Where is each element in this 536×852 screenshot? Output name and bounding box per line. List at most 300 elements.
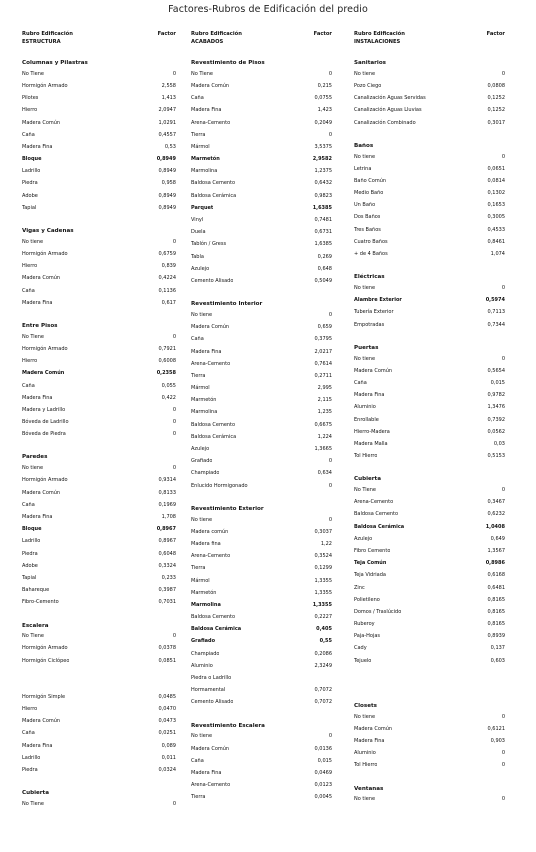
- factor-row: [354, 68, 505, 80]
- factor-section: [22, 228, 176, 309]
- factor-label: Letrina: [354, 165, 372, 172]
- section-title: Revestimiento Interior: [191, 301, 263, 308]
- factor-row: [354, 521, 505, 533]
- factor-row: [22, 104, 176, 116]
- section-title: Escalera: [22, 622, 49, 629]
- factor-row: [354, 759, 505, 771]
- factor-row: [354, 594, 505, 606]
- factor-value: 1,3355: [314, 577, 332, 584]
- factor-value: 0,215: [317, 82, 332, 89]
- factor-value: 0,3987: [158, 587, 176, 594]
- factor-row: [22, 428, 176, 440]
- factor-row: [354, 187, 505, 199]
- factor-row: [354, 163, 505, 175]
- factor-row: [191, 309, 332, 321]
- factor-row: [22, 703, 176, 715]
- factor-value: 0,8967: [158, 538, 176, 545]
- factor-section: [191, 723, 332, 804]
- factor-row: [354, 389, 505, 401]
- factor-label: Ladrillo: [22, 168, 41, 175]
- factor-label: No tiene: [354, 70, 376, 77]
- factor-label: Baldosa Cerámica: [354, 523, 405, 530]
- factor-value: 0: [328, 733, 332, 740]
- factor-value: 0,8949: [156, 156, 176, 163]
- factor-label: Canalización Aguas Servidas: [354, 95, 426, 102]
- factor-value: 0,5654: [487, 367, 505, 374]
- factor-value: 0,1969: [158, 501, 176, 508]
- factor-row: [191, 92, 332, 104]
- factor-label: Caña: [22, 501, 35, 508]
- factor-row: [354, 306, 505, 318]
- factor-value: 0,8165: [487, 596, 505, 603]
- factor-label: Caña: [22, 382, 35, 389]
- factor-row: [22, 80, 176, 92]
- factor-value: 0,8967: [156, 526, 176, 533]
- factor-row: [191, 526, 332, 538]
- factor-section: [354, 345, 505, 462]
- factor-value: 0,7344: [487, 321, 505, 328]
- factor-value: 0,011: [161, 754, 176, 761]
- factor-row: [191, 443, 332, 455]
- factor-value: 0,015: [317, 757, 332, 764]
- factor-label: Pilotes: [22, 95, 39, 102]
- factor-row: [22, 572, 176, 584]
- factor-row: [191, 514, 332, 526]
- factor-label: Hormigón Simple: [22, 693, 66, 700]
- factor-value: 0,0378: [158, 645, 176, 652]
- factor-label: Paja-Hojas: [354, 633, 380, 640]
- factor-row: [191, 755, 332, 767]
- factor-row: [354, 377, 505, 389]
- section-title: Closets: [354, 702, 377, 709]
- factor-value: 0,4224: [158, 275, 176, 282]
- section-title: Vigas y Cadenas: [22, 228, 74, 235]
- factor-row: [22, 487, 176, 499]
- factor-label: Fibro-Cemento: [22, 599, 59, 606]
- factor-label: Parquet: [191, 204, 214, 211]
- factor-label: No tiene: [22, 465, 44, 472]
- factor-label: Baldosa Cerámica: [191, 192, 237, 199]
- factor-row: [22, 92, 176, 104]
- factor-value: 1,0408: [485, 523, 505, 530]
- factor-value: 0,6232: [487, 511, 505, 518]
- factor-row: [354, 248, 505, 260]
- factor-row: [191, 550, 332, 562]
- factor-value: 0,9782: [487, 392, 505, 399]
- factor-row: [354, 236, 505, 248]
- factor-label: Empotradas: [354, 321, 385, 328]
- factor-value: 0,8949: [158, 192, 176, 199]
- factor-row: [22, 68, 176, 80]
- factor-row: [354, 508, 505, 520]
- factor-row: [354, 104, 505, 116]
- factor-label: Madera Común: [22, 370, 65, 377]
- factor-value: 0,2711: [314, 372, 332, 379]
- factor-value: 0,0651: [487, 165, 505, 172]
- factor-value: 0,648: [317, 265, 332, 272]
- factor-section: [22, 623, 176, 667]
- factor-label: Baldosa Cemento: [354, 511, 399, 518]
- section-title: Columnas y Pilastras: [22, 60, 88, 66]
- factor-row: [354, 282, 505, 294]
- factor-value: 0,8939: [487, 633, 505, 640]
- factor-label: No Tiene: [22, 70, 44, 77]
- factor-row: [354, 211, 505, 223]
- column-header: [354, 30, 505, 38]
- header-group-label: ESTRUCTURA: [22, 39, 61, 45]
- factor-label: Bóveda de Piedra: [22, 431, 66, 438]
- factor-value: 0: [328, 458, 332, 465]
- factor-label: Madera Fina: [191, 107, 222, 114]
- factor-value: 0,1653: [487, 202, 505, 209]
- factor-value: 1,3355: [314, 589, 332, 596]
- factor-value: 0: [328, 131, 332, 138]
- factor-section: [354, 703, 505, 772]
- factor-value: 0: [172, 431, 176, 438]
- factor-value: 0,4533: [487, 226, 505, 233]
- factor-row: [22, 260, 176, 272]
- column-estructura: [22, 30, 176, 810]
- factor-value: 2,115: [317, 397, 332, 404]
- factor-row: [191, 370, 332, 382]
- factor-row: [191, 68, 332, 80]
- factor-value: 1,2375: [314, 168, 332, 175]
- factor-value: 0: [501, 153, 505, 160]
- factor-label: Baldosa Cemento: [191, 180, 236, 187]
- factor-row: [22, 404, 176, 416]
- factor-label: Adobe: [22, 562, 38, 569]
- factor-label: Ladrillo: [22, 538, 41, 545]
- factor-row: [191, 406, 332, 418]
- factor-row: [191, 480, 332, 492]
- factor-value: 1,423: [317, 107, 332, 114]
- factor-label: Tierra: [191, 372, 206, 379]
- factor-value: 0,903: [490, 738, 505, 745]
- factor-value: 0,6731: [314, 229, 332, 236]
- factor-value: 0,1252: [487, 95, 505, 102]
- factor-row: [354, 199, 505, 211]
- factor-label: Bahareque: [22, 587, 50, 594]
- section-title: Revestimiento de Pisos: [191, 60, 265, 66]
- factor-value: 2,0947: [158, 107, 176, 114]
- factor-value: 0,7113: [487, 309, 505, 316]
- factor-label: Madera Fina: [22, 394, 53, 401]
- factor-value: 0,5974: [485, 297, 505, 304]
- factor-row: [354, 618, 505, 630]
- factor-value: 0,3795: [314, 336, 332, 343]
- factor-value: 0: [172, 406, 176, 413]
- factor-label: Marmolina: [191, 409, 218, 416]
- factor-value: 0,6432: [314, 180, 332, 187]
- factor-row: [354, 747, 505, 759]
- factor-row: [22, 727, 176, 739]
- factor-value: 0,2049: [314, 119, 332, 126]
- factor-row: [191, 333, 332, 345]
- factor-label: Champiado: [191, 650, 220, 657]
- factor-value: 0,269: [317, 253, 332, 260]
- header-group-label: INSTALACIONES: [354, 39, 401, 45]
- factor-value: 1,22: [320, 540, 332, 547]
- factor-label: Hormigón Armado: [22, 645, 68, 652]
- factor-row: [22, 523, 176, 535]
- factor-row: [354, 365, 505, 377]
- factor-value: 1,224: [317, 433, 332, 440]
- factor-label: Bóveda de Ladrillo: [22, 419, 69, 426]
- factor-value: 0,6048: [158, 550, 176, 557]
- factor-row: [191, 538, 332, 550]
- section-title: Entre Pisos: [22, 322, 58, 329]
- factor-label: Piedra o Ladrillo: [191, 675, 232, 682]
- factor-row: [354, 569, 505, 581]
- factor-row: [22, 331, 176, 343]
- factor-value: 0,1136: [158, 287, 176, 294]
- factor-label: No Tiene: [354, 487, 376, 494]
- factor-value: 0,03: [493, 440, 505, 447]
- factor-row: [191, 575, 332, 587]
- factor-row: [22, 117, 176, 129]
- factor-row: [191, 455, 332, 467]
- factor-value: 0,0851: [158, 657, 176, 664]
- factor-row: [191, 214, 332, 226]
- factor-label: Canalización Aguas Lluvias: [354, 107, 422, 114]
- factor-value: 1,413: [161, 95, 176, 102]
- factor-section: [22, 454, 176, 608]
- factor-label: Madera y Ladrillo: [22, 406, 66, 413]
- factor-label: Canalización Combinado: [354, 119, 416, 126]
- factor-value: 0,53: [164, 143, 176, 150]
- factor-label: Adobe: [22, 192, 38, 199]
- factor-value: 0,2086: [314, 650, 332, 657]
- factor-row: [191, 467, 332, 479]
- factor-value: 0,0469: [314, 769, 332, 776]
- factor-value: 0,0755: [314, 95, 332, 102]
- factor-value: 1,3355: [312, 601, 332, 608]
- factor-value: 0,422: [161, 394, 176, 401]
- factor-label: No tiene: [354, 713, 376, 720]
- factor-value: 0,6121: [487, 725, 505, 732]
- factor-label: Fibro Cemento: [354, 547, 391, 554]
- factor-label: No tiene: [191, 516, 213, 523]
- factor-value: 0,5153: [487, 453, 505, 460]
- factor-value: 0,7921: [158, 345, 176, 352]
- factor-label: Marmetón: [191, 156, 220, 163]
- factor-value: 1,3476: [487, 404, 505, 411]
- factor-value: 1,235: [317, 409, 332, 416]
- factor-label: Caña: [22, 131, 35, 138]
- factor-value: 2,995: [317, 385, 332, 392]
- factor-row: [22, 630, 176, 642]
- factor-row: [191, 623, 332, 635]
- factor-row: [22, 740, 176, 752]
- factor-row: [191, 382, 332, 394]
- factor-row: [191, 660, 332, 672]
- factor-value: 0,0814: [487, 177, 505, 184]
- factor-value: 0,7031: [158, 599, 176, 606]
- column-header: [191, 30, 332, 38]
- factor-value: 0,0470: [158, 706, 176, 713]
- factor-label: Caña: [191, 95, 204, 102]
- factor-row: [22, 141, 176, 153]
- factor-row: [354, 545, 505, 557]
- factor-row: [22, 691, 176, 703]
- factor-row: [22, 548, 176, 560]
- factor-label: Ladrillo: [22, 754, 41, 761]
- factor-label: Marmetón: [191, 397, 217, 404]
- factor-row: [22, 285, 176, 297]
- factor-value: 0: [501, 70, 505, 77]
- factor-label: Madera Común: [354, 725, 393, 732]
- factor-row: [22, 380, 176, 392]
- factor-row: [191, 165, 332, 177]
- factor-row: [22, 190, 176, 202]
- factor-row: [354, 655, 505, 667]
- factor-row: [354, 401, 505, 413]
- factor-section: [354, 274, 505, 331]
- factor-row: [22, 367, 176, 379]
- factor-row: [22, 355, 176, 367]
- factor-row: [354, 438, 505, 450]
- factor-value: 0,6168: [487, 572, 505, 579]
- factor-label: + de 4 Baños: [354, 251, 388, 258]
- section-title: Puertas: [354, 344, 379, 351]
- factor-row: [22, 584, 176, 596]
- factor-row: [354, 557, 505, 569]
- factor-row: [354, 496, 505, 508]
- factor-value: 0,8949: [158, 204, 176, 211]
- factor-value: 0,3524: [314, 553, 332, 560]
- factor-label: Madera Común: [22, 275, 61, 282]
- factor-row: [191, 275, 332, 287]
- factor-label: Aluminio: [191, 662, 213, 669]
- factor-label: Hierro-Madera: [354, 428, 390, 435]
- factor-row: [22, 202, 176, 214]
- factor-label: Un Baño: [354, 202, 376, 209]
- factor-label: Madera Fina: [354, 738, 385, 745]
- factor-value: 0,7614: [314, 360, 332, 367]
- factor-value: 0,2358: [156, 370, 176, 377]
- factor-value: 0: [501, 750, 505, 757]
- factor-label: Enlucido Hormigonado: [191, 482, 248, 489]
- factor-label: Caña: [22, 730, 35, 737]
- factor-label: Aluminio: [354, 750, 376, 757]
- factor-value: 1,0291: [158, 119, 176, 126]
- factor-value: 0,015: [490, 379, 505, 386]
- factor-label: Baldosa Cemento: [191, 614, 236, 621]
- factor-label: No Tiene: [22, 333, 44, 340]
- factor-value: 0,958: [161, 180, 176, 187]
- factor-label: Caña: [191, 336, 204, 343]
- factor-section: [191, 60, 332, 287]
- factor-label: No tiene: [354, 153, 376, 160]
- factor-label: Piedra: [22, 180, 38, 187]
- factor-label: Madera Común: [191, 324, 230, 331]
- factor-label: Cuatro Baños: [354, 238, 388, 245]
- factor-value: 3,5375: [314, 143, 332, 150]
- factor-row: [22, 752, 176, 764]
- factor-value: 0,0808: [487, 82, 505, 89]
- factor-value: 1,3665: [314, 446, 332, 453]
- factor-section: [191, 301, 332, 492]
- factor-value: 0,089: [161, 742, 176, 749]
- factor-row: [354, 642, 505, 654]
- factor-label: Madera Fina: [354, 392, 385, 399]
- factor-row: [22, 236, 176, 248]
- factor-label: Tierra: [191, 565, 206, 572]
- factor-label: Madera Común: [354, 367, 393, 374]
- factor-label: Madera Fina: [191, 348, 222, 355]
- factor-row: [22, 392, 176, 404]
- factor-label: Tres Baños: [354, 226, 381, 233]
- factor-value: 0: [501, 285, 505, 292]
- factor-row: [191, 177, 332, 189]
- factor-label: Hormigón Armado: [22, 82, 68, 89]
- factor-value: 1,708: [161, 514, 176, 520]
- factor-value: 0: [501, 487, 505, 494]
- factor-row: [354, 175, 505, 187]
- factor-label: Tierra: [191, 794, 206, 801]
- factor-value: 0,659: [317, 324, 332, 331]
- factor-label: Ruberoy: [354, 621, 375, 628]
- factor-label: Mármol: [191, 143, 210, 150]
- factor-row: [22, 474, 176, 486]
- factor-value: 0,649: [490, 535, 505, 542]
- factor-section: [22, 323, 176, 440]
- section-title: Revestimiento Exterior: [191, 505, 264, 512]
- factor-label: Mármol: [191, 577, 210, 584]
- factor-value: 0,405: [316, 626, 332, 633]
- factor-label: Baldosa Cerámica: [191, 433, 237, 440]
- factor-row: [354, 735, 505, 747]
- factor-value: 0: [328, 311, 332, 318]
- section-title: Cubierta: [22, 790, 50, 797]
- factor-row: [22, 535, 176, 547]
- factor-label: No tiene: [191, 733, 213, 740]
- factor-value: 0: [328, 516, 332, 523]
- factor-value: 0,0136: [314, 745, 332, 752]
- factor-row: [354, 92, 505, 104]
- header-rubro-label: Rubro Edificación: [354, 31, 405, 37]
- factor-value: 0,7481: [314, 217, 332, 224]
- factor-value: 0: [328, 482, 332, 489]
- factor-label: Arena-Cemento: [191, 360, 231, 367]
- factor-value: 1,6385: [312, 204, 332, 211]
- factor-value: 0,6008: [158, 358, 176, 365]
- factor-row: [191, 321, 332, 333]
- factor-value: 0,9823: [314, 192, 332, 199]
- factor-value: 0,8133: [158, 489, 176, 496]
- factor-value: 0,6675: [314, 421, 332, 428]
- factor-label: Marmetón: [191, 589, 217, 596]
- factor-row: [354, 224, 505, 236]
- factor-value: 0,8461: [487, 238, 505, 245]
- factor-row: [354, 151, 505, 163]
- factor-label: Zinc: [354, 584, 365, 591]
- factor-value: 0: [501, 796, 505, 803]
- factor-label: No Tiene: [191, 70, 213, 77]
- factor-value: 0,1299: [314, 565, 332, 572]
- factor-value: 0,1252: [487, 107, 505, 114]
- factor-label: Baldosa Cemento: [191, 421, 236, 428]
- section-title: Sanitarios: [354, 60, 387, 66]
- factor-value: 0,7072: [314, 699, 332, 706]
- factor-label: Tablón / Gress: [191, 241, 227, 248]
- factor-value: 0: [172, 238, 176, 245]
- factor-value: 0: [501, 762, 505, 769]
- factor-label: Arena-Cemento: [354, 499, 394, 506]
- factor-row: [22, 764, 176, 776]
- factor-value: 0,0473: [158, 718, 176, 725]
- factor-label: Hormigón Armado: [22, 345, 68, 352]
